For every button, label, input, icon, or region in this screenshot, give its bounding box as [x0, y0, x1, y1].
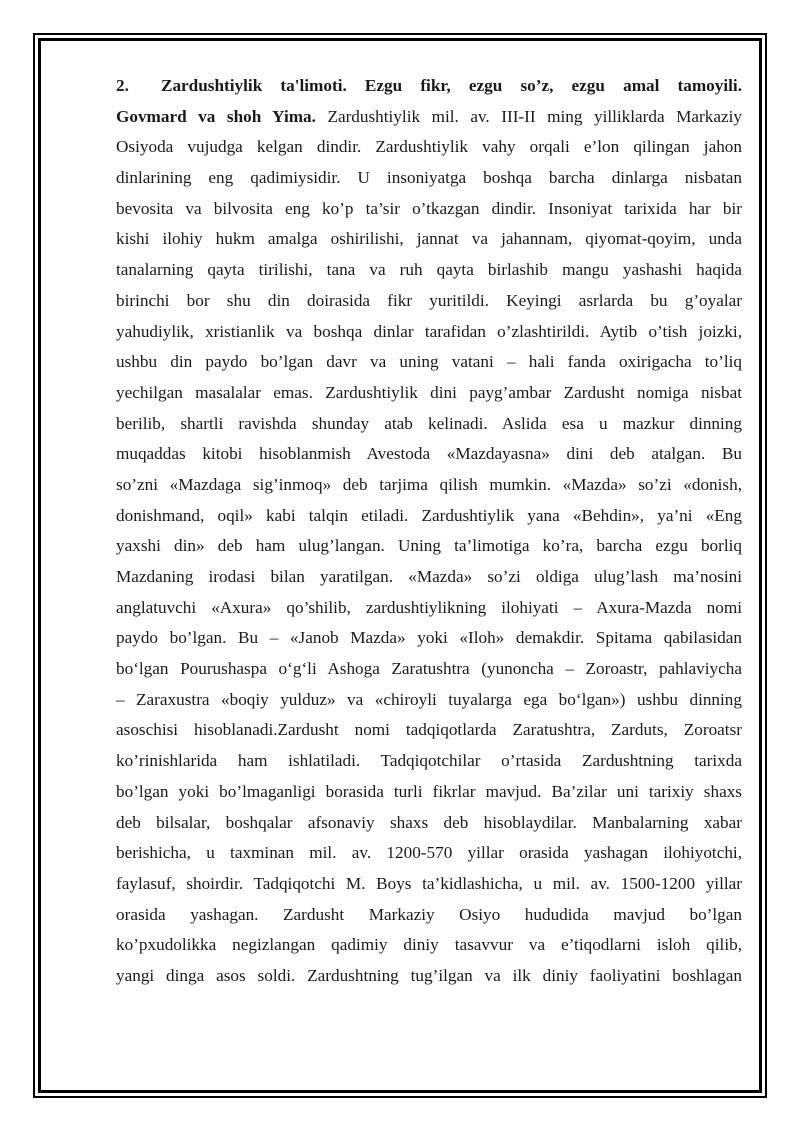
paragraph-line: yahudiylik, xristianlik va boshqa dinlar tarafidan o’zlashtirildi. Aytib o’tish joizki,: [116, 321, 742, 341]
paragraph-line: birinchi bor shu din doirasida fikr yuritildi. Keyingi asrlarda bu g’oyalar: [116, 290, 742, 310]
paragraph-line: bo’lgan yoki bo’lmaganligi borasida turli fikrlar mavjud. Ba’zilar uni tarixiy shaxs: [116, 781, 742, 801]
paragraph-line: bo‘lgan Pourushaspa o‘g‘li Ashoga Zaratushtra (yunoncha – Zoroastr, pahlaviycha: [116, 659, 742, 679]
paragraph-line: ko’pxudolikka negizlangan qadimiy diniy tasavvur va e’tiqodlarni isloh qilib,: [116, 935, 742, 955]
paragraph-line: paydo bo’lgan. Bu – «Janob Mazda» yoki «Iloh» demakdir. Spitama qabilasidan: [116, 628, 742, 648]
paragraph-line: ushbu din paydo bo’lgan davr va uning vatani – hali fanda oxirigacha to’liq: [116, 352, 742, 372]
paragraph-line: berilib, shartli ravishda shunday atab kelinadi. Aslida esa u mazkur dinning: [116, 413, 742, 433]
paragraph-line: orasida yashagan. Zardusht Markaziy Osiyo hududida mavjud bo’lgan: [116, 904, 742, 924]
paragraph-line: dinlarining eng qadimiysidir. U insoniyatga boshqa barcha dinlarga nisbatan: [116, 168, 742, 188]
paragraph-line: yangi dinga asos soldi. Zardushtning tug’ilgan va ilk diniy faoliyatini boshlagan: [116, 965, 742, 985]
paragraph-line: tanalarning qayta tirilishi, tana va ruh qayta birlashib mangu yashashi haqida: [116, 260, 742, 280]
paragraph-start: Zardushtiylik mil. av. III-II ming yilliklarda Markaziy: [315, 106, 742, 126]
paragraph-line: donishmand, oqil» kabi talqin etiladi. Zardushtiylik yana «Behdin», ya’ni «Eng: [116, 505, 742, 525]
heading-line-2: [116, 102, 742, 133]
paragraph-line: berishicha, u taxminan mil. av. 1200-570 yillar orasida yashagan ilohiyotchi,: [116, 843, 742, 863]
section-number: 2.: [116, 76, 129, 95]
paragraph-line: ko’rinishlarida ham ishlatiladi. Tadqiqotchilar o’rtasida Zardushtning tarixda: [116, 751, 742, 771]
paragraph-line: kishi ilohiy hukm amalga oshirilishi, jannat va jahannam, qiyomat-qoyim, unda: [116, 229, 742, 249]
document-body: [116, 71, 742, 992]
paragraph-line: bevosita va bilvosita eng ko’p ta’sir o’tkazgan dindir. Insoniyat tarixida har bir: [116, 198, 742, 218]
paragraph-line: deb bilsalar, boshqalar afsonaviy shaxs deb hisoblaydilar. Manbalarning xabar: [116, 812, 742, 832]
paragraph-line: yechilgan masalalar emas. Zardushtiylik dini payg’ambar Zardusht nomiga nisbat: [116, 382, 742, 402]
heading-line-1: [116, 71, 742, 102]
paragraph-line: yaxshi din» deb ham ulug’langan. Uning ta’limotiga ko’ra, barcha ezgu borliq: [116, 536, 742, 556]
paragraph-line: – Zaraxustra «boqiy yulduz» va «chiroyli tuyalarga ega bo‘lgan») ushbu dinning: [116, 689, 742, 709]
paragraph-line: asoschisi hisoblanadi.Zardusht nomi tadqiqotlarda Zaratushtra, Zarduts, Zoroatsr: [116, 720, 742, 740]
paragraph-line: faylasuf, shoirdir. Tadqiqotchi M. Boys ta’kidlashicha, u mil. av. 1500-1200 yillar: [116, 873, 742, 893]
paragraph-line: Osiyoda vujudga kelgan dindir. Zardushtiylik vahy orqali e’lon qilingan jahon: [116, 137, 742, 157]
paragraph-line: muqaddas kitobi hisoblanmish Avestoda «Mazdayasna» dini deb atalgan. Bu: [116, 444, 742, 464]
paragraph-line: so’zni «Mazdaga sig’inmoq» deb tarjima qilish mumkin. «Mazda» so’zi «donish,: [116, 474, 742, 494]
section-title: Zardushtiylik ta'limoti. Ezgu fikr, ezgu so’z, ezgu amal tamoyili.: [161, 76, 742, 95]
paragraph-line: anglatuvchi «Axura» qo’shilib, zardushtiylikning ilohiyati – Axura-Mazda nomi: [116, 597, 742, 617]
section-subtitle: Govmard va shoh Yima.: [116, 106, 316, 126]
paragraph-line: Mazdaning irodasi bilan yaratilgan. «Mazda» so’zi oldiga ulug’lash ma’nosini: [116, 567, 742, 586]
